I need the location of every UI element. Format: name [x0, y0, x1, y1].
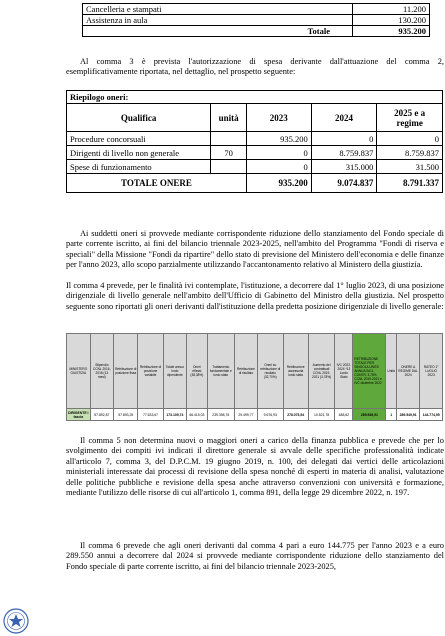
- cell-2023: 0: [246, 160, 311, 174]
- cell: 57.892,87: [90, 409, 113, 421]
- mini-table: [66, 333, 443, 421]
- header-cell: MINISTERO GIUSTIZIA: [67, 334, 91, 409]
- table-row: [67, 132, 443, 146]
- cell: DIRIGENTE I fascia: [68, 410, 89, 419]
- cell-highlight: 289.549,91: [353, 409, 386, 421]
- cell-2025: 8.759.837: [377, 146, 443, 160]
- total-2025: 8.791.337: [377, 174, 443, 193]
- table-title-row: [67, 91, 443, 104]
- paragraph-comma-6: Il comma 6 prevede che agli oneri derivanti dal comma 4 pari a euro 144.775 per l'anno 2023 e a euro 289.550 annui a decorrere dal 2024 si provvede mediante corrispondente riduzione dello stanziamento del Fondo speciale di parte corrente iscritto, ai fini del bilancio triennale 2023-2025,: [66, 541, 444, 571]
- header-cell: Oneri su retribuzione di risultato (32,70%): [257, 334, 283, 409]
- header-cell: Aumento dei contrattuali CCNL 2019-2021 (3,78%): [308, 334, 334, 409]
- cell: 10.521,78: [308, 409, 334, 421]
- cell-2023: 935.200: [246, 132, 311, 146]
- header-cell: Retribuzione accessoria lordo stato: [283, 334, 308, 409]
- total-value: 935.200: [353, 26, 430, 37]
- cell: 66.415,03: [187, 409, 207, 421]
- cell-2024: 315.000: [311, 160, 377, 174]
- table-row: [67, 409, 443, 421]
- cell: 278.075,54: [283, 409, 308, 421]
- table-row: [83, 15, 430, 26]
- paragraph-comma-3: Al comma 3 è prevista l'autorizzazione di spesa derivante dall'attuazione del comma 2, esemplificativamente riportata, nel dettaglio, nel prospetto seguente:: [66, 57, 444, 77]
- header-cell: Totale annuo lordo dipendente: [163, 334, 187, 409]
- cell-unita: [211, 160, 247, 174]
- cell-qualifica: Procedure concorsuali: [67, 132, 211, 146]
- cell: 9.676,93: [257, 409, 283, 421]
- paragraph-comma-5: Il comma 5 non determina nuovi o maggiori oneri a carico della finanza pubblica e prevede che per lo svolgimento dei compiti ivi indicati il direttore generale si avvale delle specifiche professionalità indicate all'articolo 7, comma 3, del D.P.C.M. 19 giugno 2019, n. 100, dei delegati dai vertici delle articolazioni ministeriali interessate dai processi di revisione della spesa nonché di esperti in materia di analisi, valutazione delle politiche pubbliche e revisione della spesa anche attraverso convenzioni con università e formazione, mediante l'utilizzo delle risorse di cui all'articolo 1, comma 891, della legge 29 dicembre 2022, n. 197.: [66, 436, 444, 498]
- total-2024: 9.074.837: [311, 174, 377, 193]
- table-row: [83, 4, 430, 15]
- header-cell: Trattamento fondamentale e lordo stato: [207, 334, 234, 409]
- cell-2023: 0: [246, 146, 311, 160]
- cell-2024: 8.759.837: [311, 146, 377, 160]
- cell-qualifica: Spese di funzionamento: [67, 160, 211, 174]
- cost-label: Cancelleria e stampati: [83, 4, 353, 15]
- table-row: [67, 160, 443, 174]
- total-onere-label: TOTALE ONERE: [67, 174, 247, 193]
- total-row: [83, 26, 430, 37]
- cell-2025: 0: [377, 132, 443, 146]
- oneri-dirigente-table: [66, 333, 443, 421]
- total-label: Totale: [83, 26, 353, 37]
- cell-unita: 70: [211, 146, 247, 160]
- header-cell: Unità: [386, 334, 396, 409]
- header-cell: ONERE A REGIME DAL 2024: [396, 334, 420, 409]
- header-cell: Retribuzione di posizione variabile: [138, 334, 163, 409]
- cell: 488,62: [335, 409, 353, 421]
- cell-2024: 0: [311, 132, 377, 146]
- header-unita: unità: [211, 104, 247, 132]
- cost-table: [82, 3, 430, 37]
- total-onere-row: [67, 174, 443, 193]
- header-cell: Retribuzione di posizione fissa: [114, 334, 138, 409]
- cell: 289.549,91: [396, 409, 420, 421]
- header-cell: Oneri riflessi (38,38%): [187, 334, 207, 409]
- cell: 173.109,74: [163, 409, 187, 421]
- cell: 239.398,78: [207, 409, 234, 421]
- cell-2025: 31.500: [377, 160, 443, 174]
- paragraph-copertura: Ai suddetti oneri si provvede mediante corrispondente riduzione dello stanziamento del Fondo speciale di parte corrente iscritto, ai fini del bilancio triennale 2023-2025, nell'ambito del Programma "Fondi di riserva e speciali" della Missione "Fondi da ripartire" dello stato di previsione del Ministero dell'economia e delle finanze per l'anno 2023, allo scopo parzialmente utilizzando l'accantonamento relativo al Ministero della giustizia.: [66, 229, 444, 270]
- cost-value: 11.200: [353, 4, 430, 15]
- cost-value: 130.200: [353, 15, 430, 26]
- total-2023: 935.200: [246, 174, 311, 193]
- header-cell: IVC 2022-2024 *13 Lordo Stato: [335, 334, 353, 409]
- table-title: Riepilogo oneri:: [67, 91, 443, 104]
- cost-label: Assistenza in aula: [83, 15, 353, 26]
- cell: 77.633,67: [138, 409, 163, 421]
- table-header-row: [67, 104, 443, 132]
- header-cell-highlight: RETRIBUZIONE TOTALE PER SINGOLA UNITA' ANNUA INCL. CONTR. 3,78% CCNL 2019-2021 e IVC dicembre 2022: [353, 334, 386, 409]
- paragraph-comma-4: Il comma 4 prevede, per le finalità ivi contemplate, l'istituzione, a decorrere dal 1° luglio 2023, di una posizione dirigenziale di livello generale nell'ambito dell'Ufficio di Gabinetto del Ministro della giustizia. Nel prospetto seguente sono riportati gli oneri derivanti dall'istituzione della predetta posizione dirigenziale di livello generale:: [66, 281, 444, 311]
- cell: 29.499,77: [234, 409, 257, 421]
- cell: 57.893,25: [114, 409, 138, 421]
- table-header-row: [67, 334, 443, 409]
- cell-unita: [211, 132, 247, 146]
- header-2025: 2025 e a regime: [377, 104, 443, 132]
- republic-seal-icon: [3, 608, 29, 634]
- header-cell: Stipendio CCNL 2016-2018 (13 mesi): [90, 334, 113, 409]
- cell: 144.774,95: [420, 409, 443, 421]
- cell-qualifica: Dirigenti di livello non generale: [67, 146, 211, 160]
- riepilogo-oneri-table: [66, 90, 443, 193]
- header-cell: RATEO 1° LUGLIO 2023: [420, 334, 443, 409]
- header-2024: 2024: [311, 104, 377, 132]
- table-row: [67, 146, 443, 160]
- header-2023: 2023: [246, 104, 311, 132]
- cell: 1: [386, 409, 396, 421]
- header-qualifica: Qualifica: [67, 104, 211, 132]
- header-cell: Retribuzione di risultato: [234, 334, 257, 409]
